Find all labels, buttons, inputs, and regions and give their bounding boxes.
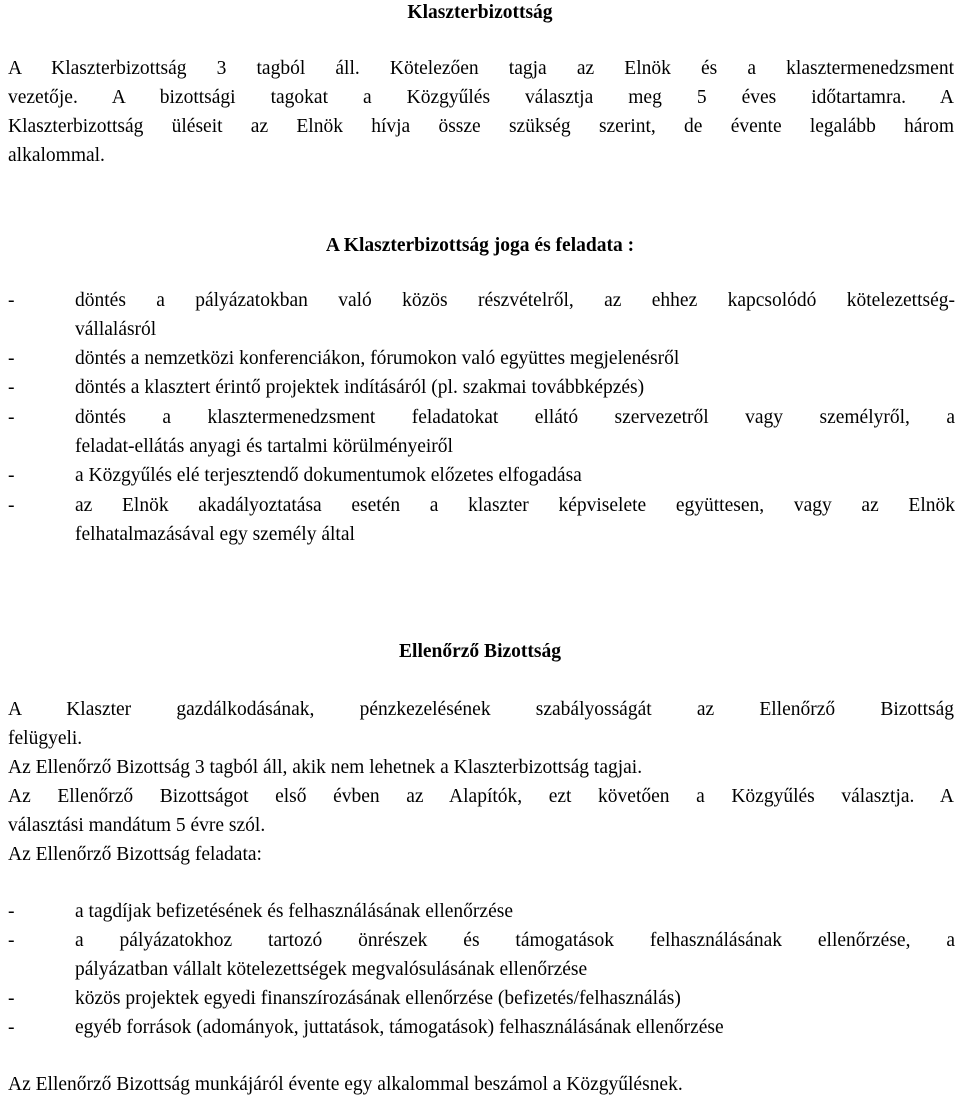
paragraph-line: választási mandátum 5 évre szól. [8,815,266,836]
paragraph-line: vezetője. A bizottsági tagokat a Közgyűlés választja meg 5 éves időtartamra. A [8,87,954,108]
list-bullet: - [8,901,15,922]
section-title-klaszterbizottsag: Klaszterbizottság [407,2,553,23]
paragraph-line: Az Ellenőrző Bizottság 3 tagból áll, akik nem lehetnek a Klaszterbizottság tagjai. [8,757,643,778]
list-item: döntés a klasztermenedzsment feladatokat ellátó szervezetről vagy személyről, a [75,407,955,428]
list-bullet: - [8,930,15,951]
list-item: döntés a pályázatokban való közös részvételről, az ehhez kapcsolódó kötelezettség- [75,290,955,311]
paragraph-line: A Klaszterbizottság 3 tagból áll. Kötelezően tagja az Elnök és a klasztermenedzsment [8,58,954,79]
closing-paragraph: Az Ellenőrző Bizottság munkájáról évente egy alkalommal beszámol a Közgyűlésnek. [8,1074,683,1095]
list-item-continuation: feladat-ellátás anyagi és tartalmi körülményeiről [75,436,453,457]
section-title-ellenorzo-bizottsag: Ellenőrző Bizottság [399,641,561,662]
list-item: a tagdíjak befizetésének és felhasználásának ellenőrzése [75,901,513,922]
list-item-continuation: felhatalmazásával egy személy által [75,524,355,545]
list-item: a pályázatokhoz tartozó önrészek és támogatások felhasználásának ellenőrzése, a [75,930,955,951]
paragraph-line: A Klaszter gazdálkodásának, pénzkezelésének szabályosságát az Ellenőrző Bizottság [8,699,954,720]
list-bullet: - [8,290,15,311]
paragraph-line: alkalommal. [8,145,105,166]
paragraph-line: felügyeli. [8,728,83,749]
list-bullet: - [8,988,15,1009]
list-bullet: - [8,407,15,428]
list-item: egyéb források (adományok, juttatások, támogatások) felhasználásának ellenőrzése [75,1017,724,1038]
section-subtitle: A Klaszterbizottság joga és feladata : [325,235,635,256]
list-item: az Elnök akadályoztatása esetén a klaszter képviselete együttesen, vagy az Elnök [75,495,955,516]
list-bullet: - [8,1017,15,1038]
list-item: a Közgyűlés elé terjesztendő dokumentumok előzetes elfogadása [75,465,582,486]
list-bullet: - [8,495,15,516]
list-bullet: - [8,377,15,398]
list-item: döntés a klasztert érintő projektek indításáról (pl. szakmai továbbképzés) [75,377,645,398]
paragraph-line: Klaszterbizottság üléseit az Elnök hívja össze szükség szerint, de évente legalább három [8,116,954,137]
paragraph-line: Az Ellenőrző Bizottságot első évben az Alapítók, ezt követően a Közgyűlés választja. A [8,786,954,807]
list-item-continuation: vállalásról [75,319,157,340]
list-item: döntés a nemzetközi konferenciákon, fórumokon való együttes megjelenésről [75,348,680,369]
list-bullet: - [8,465,15,486]
paragraph-line: Az Ellenőrző Bizottság feladata: [8,844,262,865]
list-bullet: - [8,348,15,369]
list-item-continuation: pályázatban vállalt kötelezettségek megvalósulásának ellenőrzése [75,959,588,980]
list-item: közös projektek egyedi finanszírozásának ellenőrzése (befizetés/felhasználás) [75,988,681,1009]
